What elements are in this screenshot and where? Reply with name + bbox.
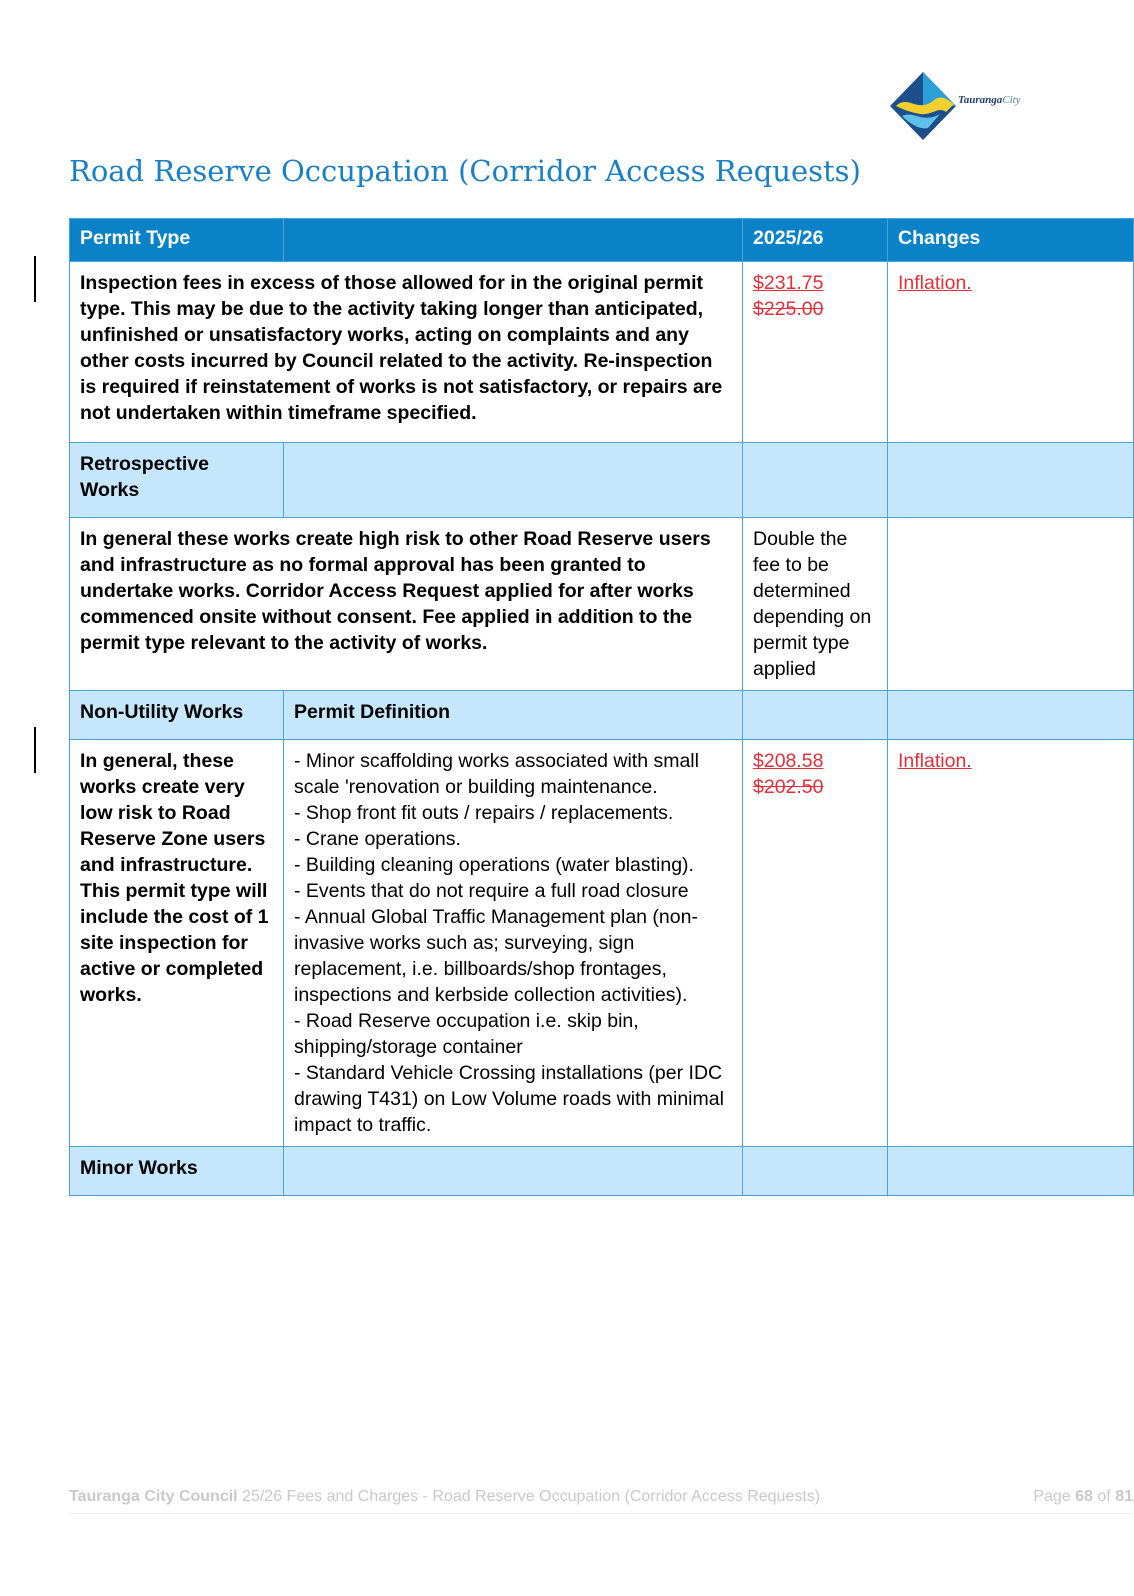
footer-org: Tauranga City Council (69, 1488, 238, 1505)
header-permit-type: Permit Type (70, 219, 284, 262)
page-number: Page 68 of 81 (1033, 1488, 1133, 1505)
tauranga-city-logo (888, 70, 1068, 146)
table-row-retrospective (70, 518, 1134, 691)
inspection-fee-cell (743, 262, 888, 443)
section-label: Retrospective Works (70, 443, 284, 518)
fee-old-value: $225.00 (753, 298, 824, 320)
definition-item: - Standard Vehicle Crossing installations (per IDC drawing T431) on Low Volume roads with minimal impact to traffic. (294, 1062, 724, 1136)
section-row-non-utility (70, 691, 1134, 740)
fees-table (69, 218, 1134, 1196)
retrospective-description: In general these works create high risk to other Road Reserve users and infrastructure as no formal approval has been granted to undertake works. Corridor Access Request applied for after works commenced onsite without consent. Fee applied in addition to the permit type relevant to the activity of works. (70, 518, 743, 691)
non-utility-change-cell (888, 740, 1134, 1147)
page-footer (69, 1488, 1133, 1506)
definition-item: - Crane operations. (294, 828, 461, 850)
fee-new-value: $231.75 (753, 272, 824, 294)
revision-bar (34, 256, 36, 302)
table-header-row (70, 219, 1134, 262)
definition-item: - Road Reserve occupation i.e. skip bin, shipping/storage container (294, 1010, 639, 1058)
section-row-minor-works (70, 1147, 1134, 1196)
retrospective-fee: Double the fee to be determined depending on permit type applied (743, 518, 888, 691)
inspection-change-cell (888, 262, 1134, 443)
non-utility-description: In general, these works create very low risk to Road Reserve Zone users and infrastructure. This permit type will include the cost of 1 site inspection for active or completed works. (70, 740, 284, 1147)
table-row-non-utility (70, 740, 1134, 1147)
definition-item: - Events that do not require a full road closure (294, 880, 689, 902)
section-label: Non-Utility Works (70, 691, 284, 740)
header-changes: Changes (888, 219, 1134, 262)
fee-old-value: $202.50 (753, 776, 824, 798)
change-note: Inflation. (898, 750, 972, 772)
footer-divider (69, 1513, 1133, 1514)
definition-item: - Minor scaffolding works associated with small scale 'renovation or building maintenance. (294, 750, 699, 798)
definition-item: - Shop front fit outs / repairs / replacements. (294, 802, 674, 824)
retrospective-change (888, 518, 1134, 691)
section-label: Minor Works (70, 1147, 284, 1196)
header-definition (284, 219, 743, 262)
inspection-description: Inspection fees in excess of those allowed for in the original permit type. This may be due to the activity taking longer than anticipated, unfinished or unsatisfactory works, acting on complaints and any other costs incurred by Council related to the activity. Re-inspection is required if reinstatement of works is not satisfactory, or repairs are not undertaken within timeframe specified. (70, 262, 743, 443)
logo-wordmark: TaurangaCity (958, 94, 1021, 106)
logo-mark-icon (888, 70, 958, 142)
section-row-retrospective (70, 443, 1134, 518)
fee-new-value: $208.58 (753, 750, 824, 772)
definition-item: - Building cleaning operations (water blasting). (294, 854, 694, 876)
table-row-inspection-fees (70, 262, 1134, 443)
change-note: Inflation. (898, 272, 972, 294)
non-utility-fee-cell (743, 740, 888, 1147)
header-year: 2025/26 (743, 219, 888, 262)
definition-item: - Annual Global Traffic Management plan (non-invasive works such as; surveying, sign replacement, i.e. billboards/shop frontages, inspections and kerbside collection activities). (294, 906, 698, 1006)
footer-document: 25/26 Fees and Charges - Road Reserve Occupation (Corridor Access Requests) (242, 1488, 821, 1505)
page-title: Road Reserve Occupation (Corridor Access Requests) (69, 154, 861, 188)
permit-definition-list (284, 740, 743, 1147)
revision-bar (34, 727, 36, 773)
permit-definition-header: Permit Definition (284, 691, 743, 740)
